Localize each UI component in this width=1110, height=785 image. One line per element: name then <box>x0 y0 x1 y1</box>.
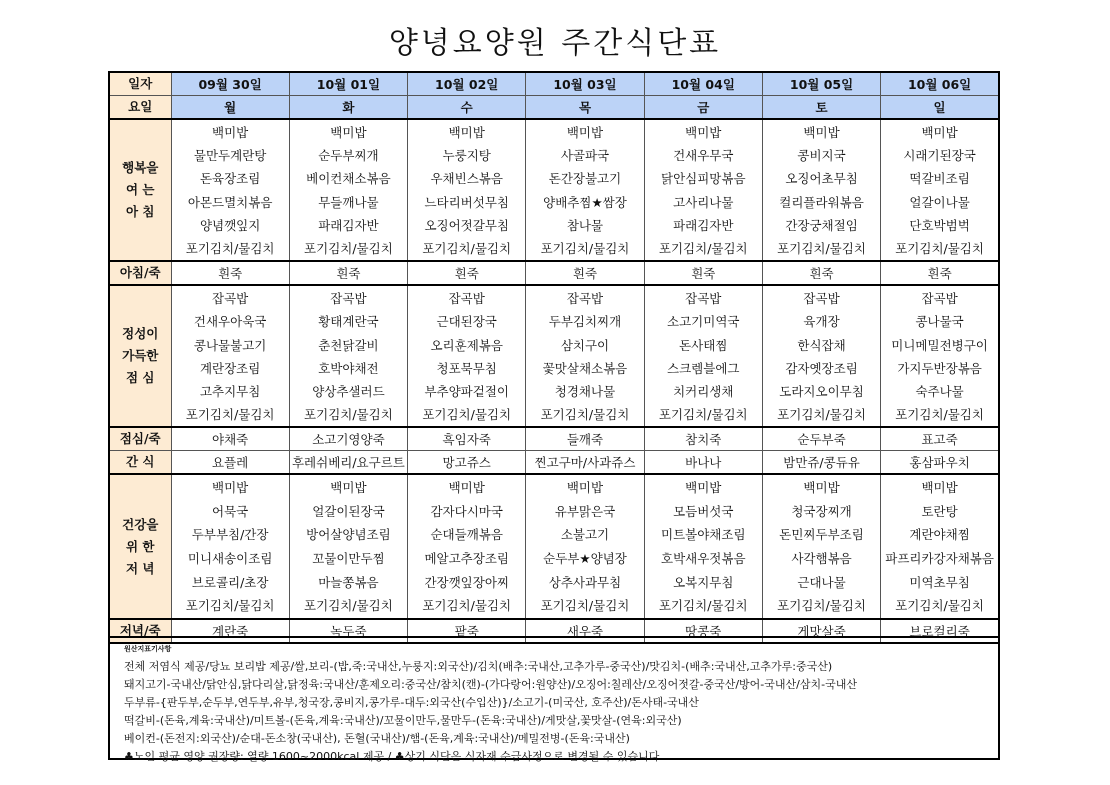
menu-cell: 흰죽 <box>408 261 526 285</box>
menu-item: 소불고기 <box>560 527 610 543</box>
menu-item: 메알고추장조림 <box>424 551 509 567</box>
menu-cell: 순두부죽 <box>762 427 880 451</box>
menu-item: 백미밥 <box>212 480 249 496</box>
menu-item: 파래김자반 <box>673 217 734 233</box>
menu-item: 어묵국 <box>212 503 249 519</box>
menu-cell: 흰죽 <box>881 261 999 285</box>
snack-row <box>109 451 999 475</box>
menu-item: 잡곡밥 <box>212 291 249 307</box>
notes-line: 돼지고기-국내산/닭안심,닭다리살,닭정육:국내산/훈제오리:중국산/참치(캔)-(가다랑어:원양산)/오징어:칠레산/오징어젓갈-중국산/방어-국내산/삼치-국내산 <box>124 678 857 691</box>
menu-item: 백미밥 <box>448 480 485 496</box>
menu-item: 고추지무침 <box>199 383 261 399</box>
menu-cell: 흰죽 <box>526 261 644 285</box>
menu-cell <box>289 474 407 619</box>
menu-cell: 표고죽 <box>881 427 999 451</box>
page-title: 양녕요양원 주간식단표 <box>388 26 722 61</box>
menu-item: 감자옛장조림 <box>785 360 858 376</box>
menu-item: 방어살양념조림 <box>306 527 391 543</box>
notes-line: 전체 저염식 제공/당뇨 보리밥 제공/쌀,보리-(밥,죽:국내산,누룽지:외국산)/김치(배추:국내산,고추가루-중국산)/맛김치-(배추:국내산,고추가루:중국산) <box>124 660 833 673</box>
date-row-label: 일자 <box>109 72 171 96</box>
menu-item: 잡곡밥 <box>330 291 367 307</box>
menu-item: 계란야채찜 <box>909 527 970 543</box>
menu-item: 황태계란국 <box>318 314 379 330</box>
menu-item: 포기김치/물김치 <box>777 240 866 256</box>
menu-cell <box>289 119 407 261</box>
dinner-porridge-row-label: 저녁/죽 <box>109 619 171 643</box>
menu-item: 두부김치찌개 <box>548 314 622 330</box>
meal-label-line: 정성이 <box>122 326 159 342</box>
menu-item: 돈민찌두부조림 <box>779 527 864 543</box>
breakfast-row <box>109 119 999 261</box>
menu-item: 상추사과무침 <box>548 574 622 590</box>
menu-cell <box>881 285 999 427</box>
lunch-row-label <box>109 285 171 427</box>
menu-item: 콩나물국 <box>915 314 964 330</box>
menu-item: 얼갈이된장국 <box>312 503 385 519</box>
menu-item: 돈사태찜 <box>679 337 728 353</box>
menu-cell: 계란죽 <box>171 619 289 643</box>
menu-item: 두부부침/간장 <box>191 527 269 543</box>
menu-item: 청국장찌개 <box>791 503 852 519</box>
menu-cell: 흰죽 <box>644 261 762 285</box>
menu-item: 잡곡밥 <box>803 291 840 307</box>
menu-cell: 홍삼파우치 <box>881 451 999 475</box>
menu-item: 돈육장조림 <box>199 171 261 187</box>
menu-item: 호박새우젓볶음 <box>661 551 746 567</box>
menu-item: 포기김치/물김치 <box>422 598 512 614</box>
menu-item: 미니메밀전병구이 <box>891 337 988 353</box>
menu-item: 마늘쫑볶음 <box>318 574 379 590</box>
menu-item: 백미밥 <box>685 125 722 140</box>
menu-cell <box>881 119 999 261</box>
menu-cell <box>408 119 526 261</box>
menu-item: 도라지오이무침 <box>779 383 864 399</box>
menu-item: 포기김치/물김치 <box>895 407 984 423</box>
menu-cell <box>644 474 762 619</box>
dinner-row <box>109 474 999 619</box>
lunch-porridge-row <box>109 427 999 451</box>
menu-cell: 흑임자죽 <box>408 427 526 451</box>
menu-item: 계란장조림 <box>199 360 261 376</box>
meal-label-line: 위 한 <box>125 538 155 554</box>
menu-item: 순두부찌개 <box>318 148 379 164</box>
menu-cell <box>526 119 644 261</box>
menu-cell: 요플레 <box>171 451 289 475</box>
menu-cell: 흰죽 <box>171 261 289 285</box>
breakfast-porridge-row-label: 아침/죽 <box>109 261 171 285</box>
menu-item: 숙주나물 <box>915 383 964 399</box>
notes-line: 떡갈비-(돈육,계육:국내산)/미트볼-(돈육,계육:국내산)/꼬물이만두,물만두-(돈육:국내산)/게맛살,꽃맛살-(연육:외국산) <box>124 714 682 727</box>
menu-item: 포기김치/물김치 <box>777 598 866 614</box>
menu-item: 포기김치/물김치 <box>895 240 984 256</box>
menu-item: 포기김치/물김치 <box>658 240 748 256</box>
menu-item: 감자다시마국 <box>430 503 503 519</box>
menu-item: 양배추찜★쌈장 <box>543 194 627 210</box>
weekday-cell: 목 <box>526 96 644 120</box>
weekly-menu-table <box>108 71 1000 644</box>
menu-item: 사각햄볶음 <box>791 551 852 567</box>
menu-item: 소고기미역국 <box>667 314 740 330</box>
menu-item: 백미밥 <box>448 125 485 140</box>
menu-cell: 흰죽 <box>289 261 407 285</box>
date-cell: 09월 30일 <box>171 72 289 96</box>
menu-item: 간장궁채절임 <box>785 217 858 233</box>
menu-cell: 야채죽 <box>171 427 289 451</box>
lunch-porridge-row-label: 점심/죽 <box>109 427 171 451</box>
menu-item: 미트볼야채조림 <box>661 527 746 543</box>
menu-item: 부추양파겉절이 <box>424 383 509 399</box>
menu-item: 오징어초무침 <box>785 171 858 187</box>
menu-cell: 소고기영양죽 <box>289 427 407 451</box>
origin-notes <box>108 636 1000 763</box>
menu-item: 닭안심피망볶음 <box>661 171 746 187</box>
menu-item: 순두부★양념장 <box>543 551 627 567</box>
menu-cell <box>881 474 999 619</box>
menu-item: 포기김치/물김치 <box>895 598 984 614</box>
menu-item: 한식잡채 <box>797 337 846 353</box>
menu-item: 파프리카강자채볶음 <box>885 551 994 567</box>
menu-item: 포기김치/물김치 <box>422 407 512 423</box>
menu-item: 물만두계란탕 <box>193 148 267 164</box>
menu-cell <box>408 474 526 619</box>
menu-item: 백미밥 <box>685 480 722 496</box>
menu-item: 참나물 <box>566 217 604 233</box>
menu-cell: 새우죽 <box>526 619 644 643</box>
menu-item: 미니새송이조림 <box>187 551 273 567</box>
menu-item: 모듬버섯국 <box>673 503 734 519</box>
menu-cell: 흰죽 <box>762 261 880 285</box>
menu-item: 잡곡밥 <box>685 291 722 307</box>
date-cell: 10월 04일 <box>644 72 762 96</box>
menu-item: 스크렘블에그 <box>667 360 740 376</box>
menu-item: 백미밥 <box>803 480 840 496</box>
menu-item: 간장깻잎장아찌 <box>424 574 509 590</box>
weekday-cell: 토 <box>762 96 880 120</box>
menu-item: 삼치구이 <box>560 337 610 353</box>
menu-item: 춘천닭갈비 <box>318 337 379 353</box>
weekday-cell: 화 <box>289 96 407 120</box>
menu-cell <box>762 285 880 427</box>
menu-item: 느타리버섯무침 <box>424 194 509 210</box>
menu-item: 포기김치/물김치 <box>777 407 866 423</box>
date-cell: 10월 02일 <box>408 72 526 96</box>
menu-item: 양상추샐러드 <box>312 383 385 399</box>
menu-item: 포기김치/물김치 <box>540 598 630 614</box>
menu-item: 포기김치/물김치 <box>540 240 630 256</box>
menu-item: 단호박범벅 <box>909 217 970 233</box>
menu-cell <box>171 474 289 619</box>
menu-item: 포기김치/물김치 <box>658 407 748 423</box>
menu-item: 포기김치/물김치 <box>185 407 275 423</box>
menu-item: 백미밥 <box>921 480 958 496</box>
menu-item: 건새우아욱국 <box>193 314 267 330</box>
menu-item: 아몬드멸치볶음 <box>187 194 273 210</box>
menu-item: 백미밥 <box>803 125 840 140</box>
menu-cell: 팥죽 <box>408 619 526 643</box>
lunch-row <box>109 285 999 427</box>
menu-item: 포기김치/물김치 <box>185 598 275 614</box>
menu-item: 백미밥 <box>330 125 367 140</box>
breakfast-porridge-row <box>109 261 999 285</box>
menu-item: 콩비지국 <box>797 148 846 164</box>
menu-item: 백미밥 <box>330 480 367 496</box>
menu-item: 포기김치/물김치 <box>304 407 393 423</box>
menu-item: 떡갈비조림 <box>909 171 970 187</box>
menu-item: 포기김치/물김치 <box>540 407 630 423</box>
menu-item: 오징어젓갈무침 <box>424 217 509 233</box>
menu-cell <box>644 119 762 261</box>
weekday-cell: 금 <box>644 96 762 120</box>
menu-item: 유부맑은국 <box>554 503 616 519</box>
menu-item: 근대나물 <box>797 574 846 590</box>
meal-label-line: 행복을 <box>122 160 159 176</box>
snack-row-label: 간 식 <box>109 451 171 475</box>
dinner-row-label <box>109 474 171 619</box>
menu-item: 미역초무침 <box>909 574 970 590</box>
date-cell: 10월 05일 <box>762 72 880 96</box>
menu-cell: 밤만쥬/콩듀유 <box>762 451 880 475</box>
menu-item: 청경채나물 <box>554 383 616 399</box>
menu-cell <box>289 285 407 427</box>
menu-item: 백미밥 <box>921 125 958 140</box>
menu-item: 컬리플라워볶음 <box>779 194 864 210</box>
menu-item: 잡곡밥 <box>448 291 485 307</box>
menu-cell <box>171 119 289 261</box>
menu-item: 양념깻잎지 <box>199 217 261 233</box>
menu-item: 베이컨채소볶음 <box>306 171 391 187</box>
menu-item: 호박야채전 <box>318 360 379 376</box>
menu-cell: 참치죽 <box>644 427 762 451</box>
menu-cell: 들깨죽 <box>526 427 644 451</box>
notes-line: 두부류-{판두부,순두부,연두부,유부,청국장,콩비지,콩가루-대두:외국산(수입산)}/소고기-(미국산, 호주산)/돈사태-국내산 <box>124 696 699 709</box>
menu-item: 포기김치/물김치 <box>422 240 512 256</box>
menu-cell <box>408 285 526 427</box>
menu-cell <box>762 119 880 261</box>
menu-item: 순대들깨볶음 <box>430 527 503 543</box>
notes-title: 원산지표기사항 <box>124 645 172 653</box>
menu-item: 사골파국 <box>560 148 610 164</box>
meal-label-line: 저 녁 <box>125 560 155 576</box>
menu-item: 근대된장국 <box>436 314 497 330</box>
menu-cell: 바나나 <box>644 451 762 475</box>
menu-item: 파래김자반 <box>318 217 379 233</box>
menu-item: 잡곡밥 <box>566 291 604 307</box>
weekday-row-label: 요일 <box>109 96 171 120</box>
menu-item: 누룽지탕 <box>442 148 491 164</box>
weekday-cell: 수 <box>408 96 526 120</box>
menu-cell <box>526 474 644 619</box>
menu-item: 무들깨나물 <box>318 194 379 210</box>
menu-item: 백미밥 <box>212 125 249 140</box>
menu-item: 포기김치/물김치 <box>304 598 393 614</box>
menu-cell: 녹두죽 <box>289 619 407 643</box>
meal-label-line: 여 는 <box>125 182 155 198</box>
menu-item: 오리훈제볶음 <box>430 337 503 353</box>
notes-line: ♣노인 평균 영양 권장량: 열량 1600~2000kcal 제공 / ♣상기 식단은 식자재 수급사정으로 변경될 수 있습니다 <box>124 750 660 763</box>
menu-item: 백미밥 <box>566 125 604 140</box>
menu-item: 포기김치/물김치 <box>658 598 748 614</box>
menu-item: 토란탕 <box>921 503 958 519</box>
date-cell: 10월 01일 <box>289 72 407 96</box>
date-row <box>109 72 999 96</box>
meal-label-line: 아 침 <box>125 204 155 220</box>
menu-cell <box>644 285 762 427</box>
menu-cell: 후레쉬베리/요구르트 <box>289 451 407 475</box>
date-cell: 10월 03일 <box>526 72 644 96</box>
menu-cell <box>762 474 880 619</box>
menu-item: 치커리생채 <box>673 383 734 399</box>
menu-cell <box>171 285 289 427</box>
meal-label-line: 점 심 <box>125 370 155 386</box>
date-cell: 10월 06일 <box>881 72 999 96</box>
menu-cell: 땅콩죽 <box>644 619 762 643</box>
menu-item: 얼갈이나물 <box>909 194 970 210</box>
menu-item: 잡곡밥 <box>921 291 958 307</box>
menu-item: 청포묵무침 <box>436 360 497 376</box>
menu-item: 고사리나물 <box>673 194 734 210</box>
menu-item: 백미밥 <box>566 480 604 496</box>
menu-item: 꽃맛살채소볶음 <box>542 360 628 376</box>
menu-item: 오복지무침 <box>673 574 734 590</box>
menu-item: 포기김치/물김치 <box>185 240 275 256</box>
menu-item: 포기김치/물김치 <box>304 240 393 256</box>
breakfast-row-label <box>109 119 171 261</box>
menu-item: 돈간장불고기 <box>548 171 622 187</box>
weekday-cell: 일 <box>881 96 999 120</box>
menu-cell: 찐고구마/사과쥬스 <box>526 451 644 475</box>
menu-item: 시래기된장국 <box>903 148 976 164</box>
menu-item: 브로콜리/초장 <box>191 574 269 590</box>
menu-cell: 게맛살죽 <box>762 619 880 643</box>
menu-cell <box>526 285 644 427</box>
menu-item: 육개장 <box>803 314 840 330</box>
meal-label-line: 건강을 <box>122 516 159 532</box>
menu-item: 건새우무국 <box>673 148 734 164</box>
menu-item: 가지두반장볶음 <box>897 360 982 376</box>
menu-cell: 망고쥬스 <box>408 451 526 475</box>
menu-item: 콩나물불고기 <box>193 337 267 353</box>
menu-item: 꼬물이만두찜 <box>312 551 385 567</box>
weekday-cell: 월 <box>171 96 289 120</box>
weekday-row <box>109 96 999 120</box>
menu-cell: 브로컬리죽 <box>881 619 999 643</box>
menu-item: 우채빈스볶음 <box>430 171 503 187</box>
meal-label-line: 가득한 <box>122 348 159 364</box>
notes-line: 베이컨-(돈전지:외국산)/순대-돈소창(국내산), 돈혈(국내산)/햄-(돈육,계육:국내산)/메밀전병-(돈육:국내산) <box>124 732 630 745</box>
